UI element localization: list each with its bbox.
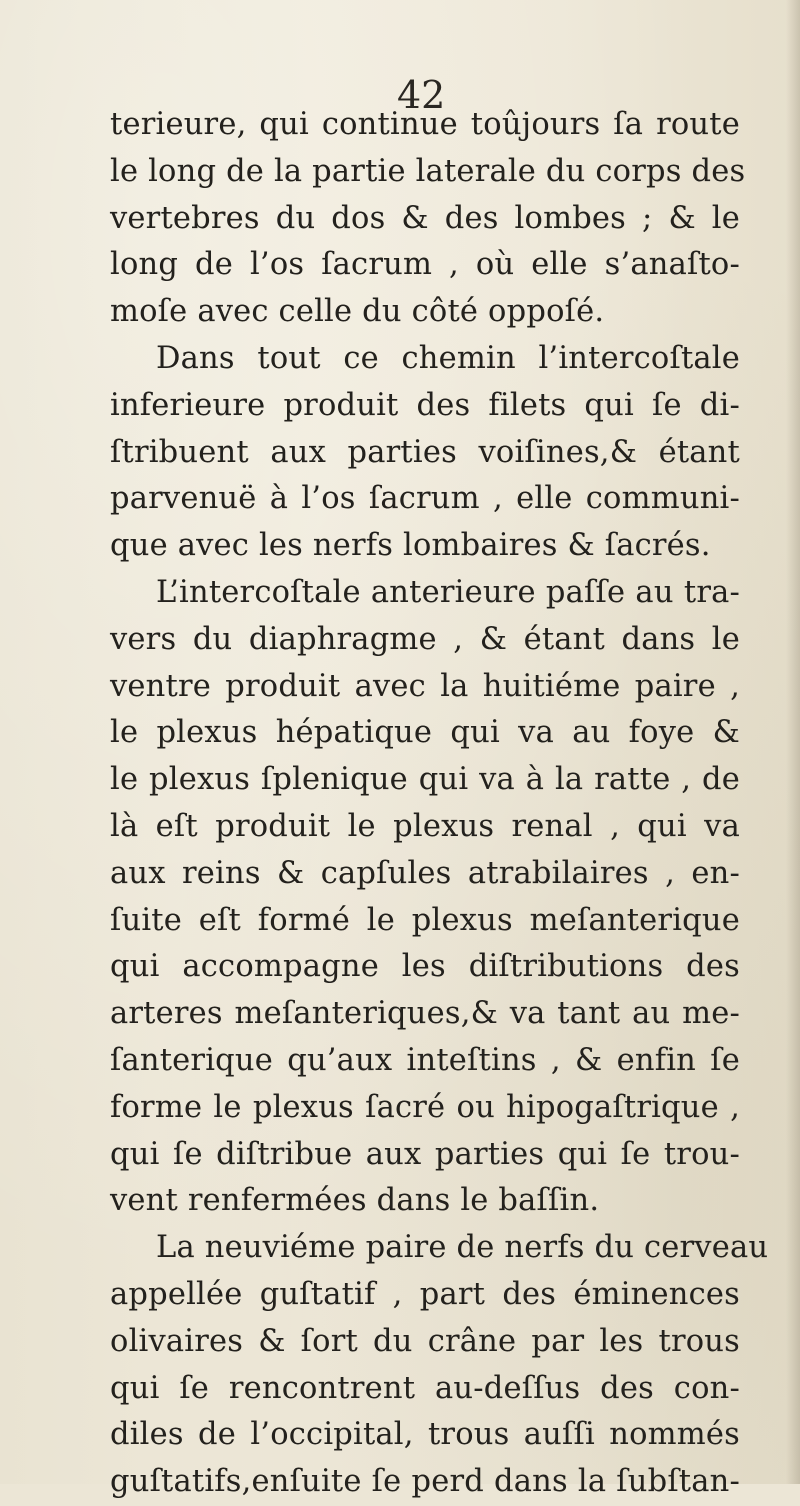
text-line: ſanterique qu’aux inteſtins , & enfin ſe bbox=[110, 1042, 740, 1078]
text-line: guſtatifs,enſuite ſe perd dans la ſubſtan- bbox=[110, 1464, 740, 1500]
text-line: arteres meſanteriques,& va tant au me- bbox=[110, 996, 740, 1032]
text-line: inferieure produit des filets qui ſe di- bbox=[110, 387, 740, 423]
text-line: aux reins & capſules atrabilaires , en- bbox=[110, 855, 740, 891]
text-line: terieure, qui continue toûjours ſa route bbox=[110, 107, 740, 142]
text-line: qui ſe diſtribue aux parties qui ſe trou- bbox=[110, 1136, 740, 1172]
paragraph-start-line: L’intercoſtale anterieure paſſe au tra- bbox=[156, 574, 740, 610]
paragraph-start-line: Dans tout ce chemin l’intercoſtale bbox=[156, 340, 740, 376]
text-line: qui accompagne les diſtributions des bbox=[110, 949, 740, 985]
text-line: le plexus hépatique qui va au foye & bbox=[110, 715, 740, 751]
paragraph-start-line: La neuviéme paire de nerfs du cerveau bbox=[156, 1230, 769, 1266]
text-line: diles de l’occipital, trous auſſi nommés bbox=[110, 1417, 740, 1453]
text-line: parvenuë à l’os ſacrum , elle communi- bbox=[110, 481, 740, 517]
text-line: long de l’os ſacrum , où elle s’anaſto- bbox=[110, 247, 740, 283]
text-line: là eſt produit le plexus renal , qui va bbox=[110, 808, 740, 844]
text-line: ventre produit avec la huitiéme paire , bbox=[110, 668, 740, 704]
text-line: le plexus ſplenique qui va à la ratte , de bbox=[110, 762, 740, 798]
text-line: ſuite eſt formé le plexus meſanterique bbox=[110, 902, 740, 938]
text-line: appellée guſtatif , part des éminences bbox=[110, 1276, 740, 1312]
body-text bbox=[110, 102, 769, 1506]
page-edge-shadow bbox=[786, 0, 800, 1484]
text-line: vent renfermées dans le baſſin. bbox=[110, 1183, 600, 1219]
text-line: vers du diaphragme , & étant dans le bbox=[110, 621, 740, 657]
text-line: le long de la partie laterale du corps des bbox=[110, 153, 746, 189]
text-line: moſe avec celle du côté oppoſé. bbox=[110, 294, 605, 330]
text-line: olivaires & ſort du crâne par les trous bbox=[110, 1323, 740, 1359]
text-line: vertebres du dos & des lombes ; & le bbox=[110, 200, 740, 236]
text-line: ſtribuent aux parties voiſines,& étant bbox=[110, 434, 740, 470]
text-line: forme le plexus ſacré ou hipogaſtrique , bbox=[110, 1089, 740, 1125]
page-number: 42 bbox=[397, 73, 446, 117]
text-line: que avec les nerfs lombaires & ſacrés. bbox=[110, 528, 711, 564]
text-line: qui ſe rencontrent au-deſſus des con- bbox=[110, 1370, 740, 1406]
